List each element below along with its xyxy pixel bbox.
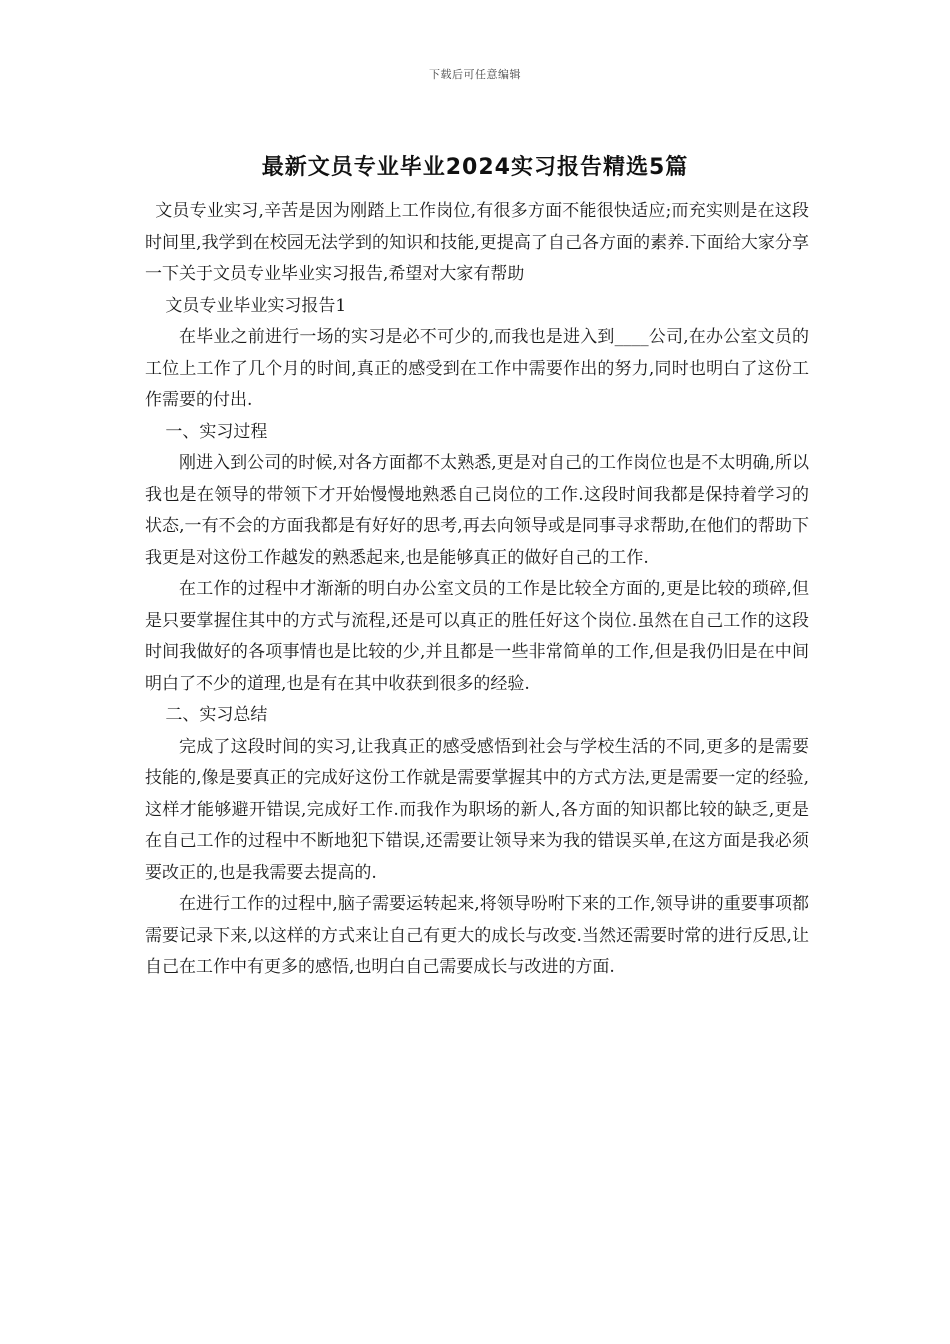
paragraph-1: 在毕业之前进行一场的实习是必不可少的,而我也是进入到____公司,在办公室文员的工位上工作了几个月的时间,真正的感受到在工作中需要作出的努力,同时也明白了这份工作需要的付出. [145,327,809,410]
paragraph-2: 刚进入到公司的时候,对各方面都不太熟悉,更是对自己的工作岗位也是不太明确,所以我也是在领导的带领下才开始慢慢地熟悉自己岗位的工作.这段时间我都是保持着学习的状态,一有不会的方面我都是有好好的思考,再去向领导或是同事寻求帮助,在他们的帮助下我更是对这份工作越发的熟悉起来,也是能够真正的做好自己的工作. [145,453,809,568]
document-title: 最新文员专业毕业2024实习报告精选5篇 [261,155,689,180]
report-title: 文员专业毕业实习报告1 [165,295,347,316]
paragraph-5: 在进行工作的过程中,脑子需要运转起来,将领导吩咐下来的工作,领导讲的重要事项都需要记录下来,以这样的方式来让自己有更大的成长与改变.当然还需要时常的进行反思,让自己在工作中有更多的感悟,也明白自己需要成长与改进的方面. [145,894,809,977]
intro-paragraph: 文员专业实习,辛苦是因为刚踏上工作岗位,有很多方面不能很快适应;而充实则是在这段时间里,我学到在校园无法学到的知识和技能,更提高了自己各方面的素养.下面给大家分享一下关于文员专业毕业实习报告,希望对大家有帮助 [145,201,809,284]
paragraph-4: 完成了这段时间的实习,让我真正的感受感悟到社会与学校生活的不同,更多的是需要技能的,像是要真正的完成好这份工作就是需要掌握其中的方式方法,更是需要一定的经验,这样才能够避开错误,完成好工作.而我作为职场的新人,各方面的知识都比较的缺乏,更是在自己工作的过程中不断地犯下错误,还需要让领导来为我的错误买单,在这方面是我必须要改正的,也是我需要去提高的. [145,736,809,883]
document-body [145,196,809,984]
section-heading-2: 二、实习总结 [165,705,268,725]
header-note: 下载后可任意编辑 [429,68,521,81]
section-heading-1: 一、实习过程 [165,421,268,442]
paragraph-3: 在工作的过程中才渐渐的明白办公室文员的工作是比较全方面的,更是比较的琐碎,但是只要掌握住其中的方式与流程,还是可以真正的胜任好这个岗位.虽然在自己工作的这段时间我做好的各项事情也是比较的少,并且都是一些非常简单的工作,但是我仍旧是在中间明白了不少的道理,也是有在其中收获到很多的经验. [145,579,809,694]
